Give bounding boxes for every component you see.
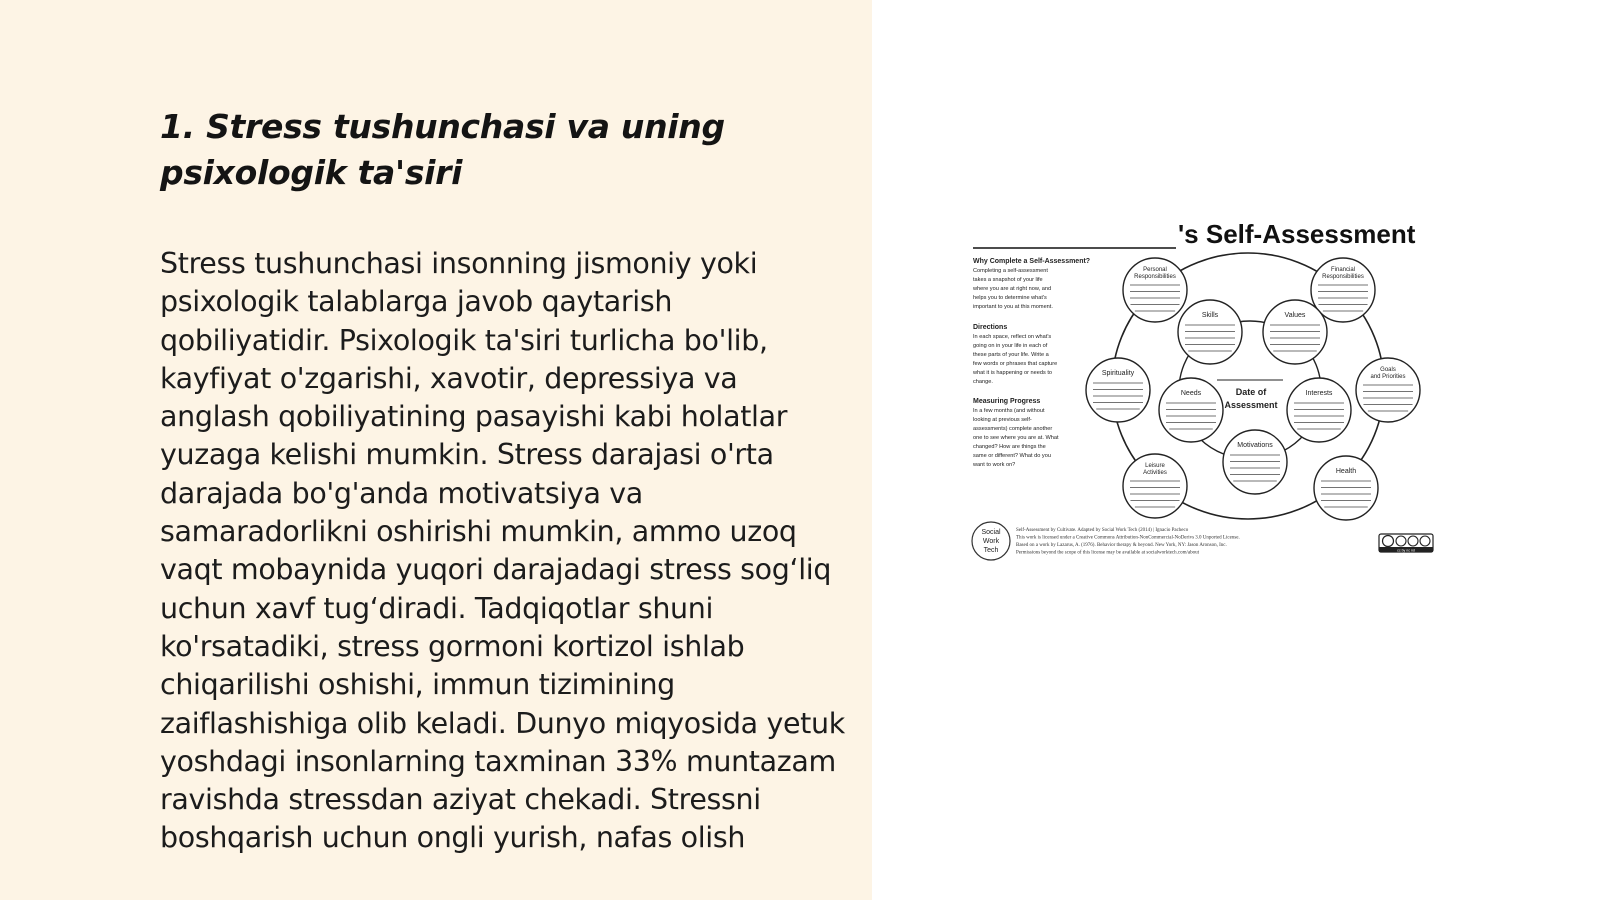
sidebar-text-line: same or different? What do you: [973, 453, 1051, 459]
center-label-assessment: Assessment: [1224, 400, 1278, 410]
sidebar-text-line: these parts of your life. Write a: [973, 352, 1049, 358]
sidebar-text-line: want to work on?: [973, 462, 1016, 468]
svg-text:Social: Social: [981, 529, 1001, 536]
slide-body-text: Stress tushunchasi insonning jismoniy yoki psixologik talablarga javob qaytarish qobiliyatidir. Psixologik ta'siri turlicha bo'lib, kayfiyat o'zgarishi, xavotir, depressiya va anglash qobiliyatining pasayishi kabi holatlar yuzaga kelishi mumkin. Stress darajasi o'rta darajada bo'g'anda motivatsiya va samaradorlikni oshirishi mumkin, ammo uzoq vaqt mobaynida yuqori darajadagi stress sog‘liq uchun xavf tug‘diradi. Tadqiqotlar shuni ko'rsatadiki, stress gormoni kortizol ishlab chiqarilishi oshishi, immun tizimining zaiflashishiga olib keladi. Dunyo miqyosida yetuk yoshdagi insonlarning taxminan 33% muntazam ravishda stressdan aziyat chekadi. Stressni boshqarish uchun ongli yurish, nafas olish: [160, 247, 845, 855]
sidebar-text-line: In a few months (and without: [973, 408, 1045, 414]
circle-label: Needs: [1180, 390, 1202, 397]
sidebar-text-line: important to you at this moment.: [973, 304, 1053, 310]
worksheet-sidebar: [972, 258, 1090, 468]
slide-title: 1. Stress tushunchasi va uning psixologik ta'siri: [160, 107, 725, 192]
sidebar-text-line: In each space, reflect on what's: [973, 334, 1052, 340]
sidebar-text-line: one to see where you are at. What: [973, 435, 1059, 441]
sidebar-text-line: helps you to determine what's: [973, 295, 1047, 301]
footer-line: Self-Assessment by Cultivate. Adapted by Social Work Tech (2014) | Ignacio Pacheco: [1016, 528, 1189, 533]
svg-text:Work: Work: [982, 538, 1000, 545]
circle-label: Financial: [1330, 267, 1356, 273]
sidebar-text-line: changed? How are things the: [973, 444, 1046, 450]
circle-label: Leisure: [1145, 463, 1165, 469]
worksheet-heading: 's Self-Assessment: [1178, 219, 1416, 249]
footer-line: This work is licensed under a Creative Commons Attribution-NonCommercial-NoDerivs 3.0 Unported License.: [1016, 535, 1240, 541]
circle-label: Interests: [1305, 390, 1333, 397]
circle-label: Personal: [1143, 267, 1167, 273]
sidebar-text-line: what it is happening or needs to: [973, 370, 1052, 376]
circle-label: Activities: [1143, 470, 1167, 476]
circle-needs: [1159, 378, 1223, 442]
circle-label: Responsibilities: [1134, 274, 1176, 280]
sidebar-text-line: Completing a self-assessment: [973, 268, 1048, 274]
sidebar-text-line: change.: [973, 379, 993, 385]
circle-label: Spirituality: [1101, 370, 1135, 377]
self-assessment-worksheet-image: [965, 212, 1435, 580]
circle-label: Skills: [1201, 312, 1219, 319]
circle-values: [1263, 300, 1327, 364]
footer-line: Permissions beyond the scope of this license may be available at socialworktech.com/about: [1016, 550, 1200, 556]
sidebar-text-line: going on in your life in each of: [973, 343, 1048, 349]
social-work-tech-logo: [972, 522, 1010, 560]
progress-title: Measuring Progress: [973, 398, 1041, 405]
circle-label: Goals: [1380, 367, 1396, 373]
sidebar-text-line: where you are at right now, and: [973, 286, 1052, 292]
sidebar-text-line: few words or phrases that capture: [973, 361, 1058, 367]
circle-skills: [1178, 300, 1242, 364]
worksheet-footer: [1016, 528, 1240, 556]
sidebar-text-line: looking at previous self-: [973, 417, 1032, 423]
circle-health: [1314, 456, 1378, 520]
sidebar-text-line: assessments) complete another: [973, 426, 1053, 432]
circle-label: Motivations: [1237, 442, 1273, 449]
circle-label: Responsibilities: [1322, 274, 1364, 280]
directions-title: Directions: [973, 324, 1008, 331]
footer-line: Based on a work by Lazarus, A. (1976). Behavior therapy & beyond. New York, NY: Jason Aronson, Inc.: [1016, 543, 1227, 548]
circle-label: and Priorities: [1370, 374, 1406, 380]
cc-license-badge: [1379, 534, 1433, 553]
circle-goals-and-priorities: [1356, 358, 1420, 422]
circle-label: Values: [1284, 312, 1306, 319]
circle-motivations: [1223, 430, 1287, 494]
svg-text:Tech: Tech: [983, 547, 999, 554]
circle-label: Health: [1335, 468, 1357, 475]
circle-leisure-activities: [1123, 454, 1187, 518]
circle-interests: [1287, 378, 1351, 442]
sidebar-text-line: takes a snapshot of your life: [973, 277, 1043, 283]
why-title: Why Complete a Self-Assessment?: [973, 258, 1091, 265]
center-label-date: Date of: [1235, 387, 1267, 397]
circle-spirituality: [1086, 358, 1150, 422]
svg-text:cc by nc nd: cc by nc nd: [1397, 548, 1415, 553]
circle-personal-responsibilities: [1123, 258, 1187, 322]
